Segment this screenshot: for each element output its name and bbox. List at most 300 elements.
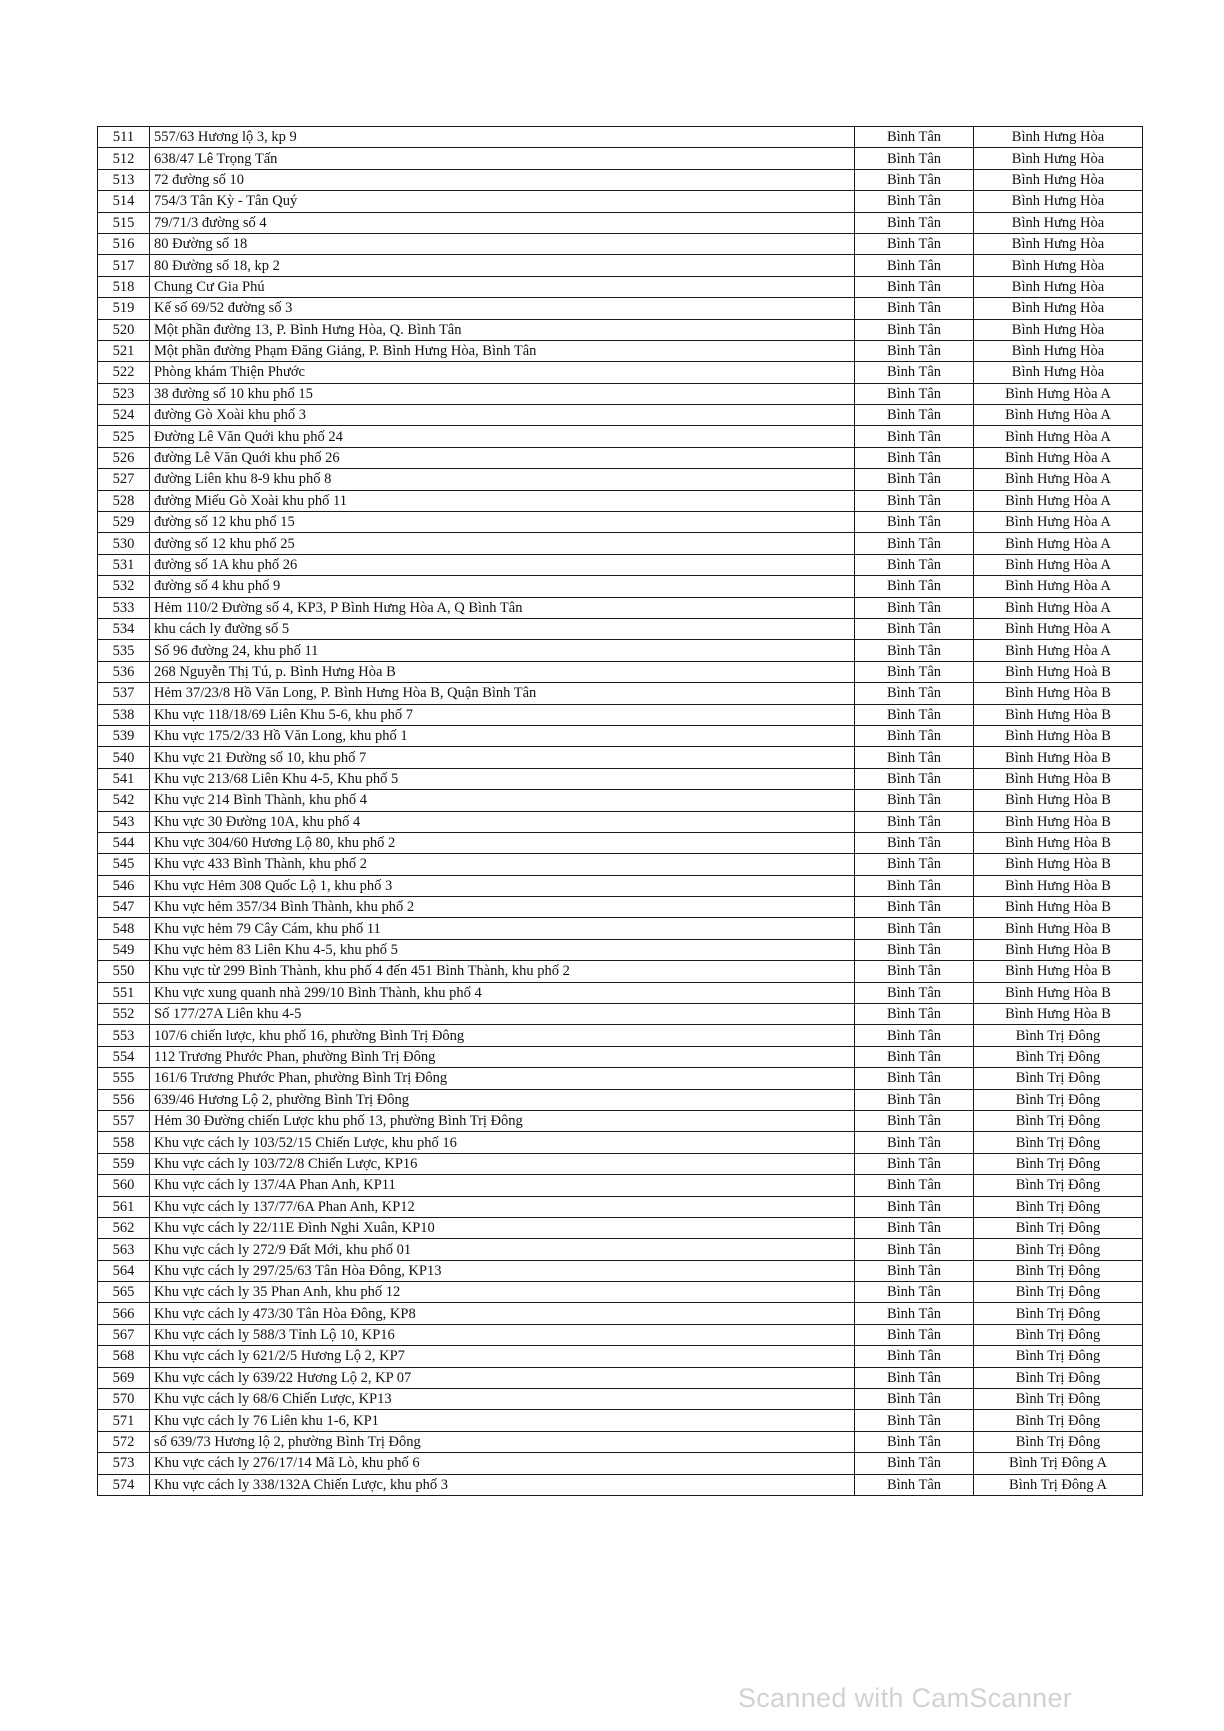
row-number: 531 bbox=[98, 554, 150, 575]
row-number: 511 bbox=[98, 127, 150, 148]
district-cell: Bình Tân bbox=[855, 1046, 974, 1067]
row-number: 565 bbox=[98, 1282, 150, 1303]
ward-cell: Bình Hưng Hòa A bbox=[974, 554, 1143, 575]
table-row bbox=[98, 512, 1143, 533]
table-row bbox=[98, 554, 1143, 575]
district-cell: Bình Tân bbox=[855, 1346, 974, 1367]
address-cell: số 639/73 Hương lộ 2, phường Bình Trị Đông bbox=[150, 1431, 855, 1452]
ward-cell: Bình Hưng Hòa A bbox=[974, 533, 1143, 554]
district-cell: Bình Tân bbox=[855, 640, 974, 661]
row-number: 543 bbox=[98, 811, 150, 832]
table-row bbox=[98, 576, 1143, 597]
table-row bbox=[98, 127, 1143, 148]
table-row bbox=[98, 939, 1143, 960]
address-cell: Khu vực 214 Bình Thành, khu phố 4 bbox=[150, 790, 855, 811]
row-number: 519 bbox=[98, 298, 150, 319]
address-cell: Khu vực xung quanh nhà 299/10 Bình Thành, khu phố 4 bbox=[150, 982, 855, 1003]
ward-cell: Bình Hưng Hòa B bbox=[974, 768, 1143, 789]
ward-cell: Bình Hưng Hòa B bbox=[974, 875, 1143, 896]
address-cell: khu cách ly đường số 5 bbox=[150, 618, 855, 639]
district-cell: Bình Tân bbox=[855, 490, 974, 511]
ward-cell: Bình Trị Đông bbox=[974, 1046, 1143, 1067]
ward-cell: Bình Trị Đông bbox=[974, 1175, 1143, 1196]
row-number: 524 bbox=[98, 405, 150, 426]
address-cell: Khu vực cách ly 76 Liên khu 1-6, KP1 bbox=[150, 1410, 855, 1431]
district-cell: Bình Tân bbox=[855, 768, 974, 789]
table-row bbox=[98, 298, 1143, 319]
district-cell: Bình Tân bbox=[855, 383, 974, 404]
ward-cell: Bình Trị Đông bbox=[974, 1389, 1143, 1410]
table-row bbox=[98, 1196, 1143, 1217]
row-number: 568 bbox=[98, 1346, 150, 1367]
table-row bbox=[98, 191, 1143, 212]
address-cell: 268 Nguyễn Thị Tú, p. Bình Hưng Hòa B bbox=[150, 661, 855, 682]
address-cell: Khu vực Hẻm 308 Quốc Lộ 1, khu phố 3 bbox=[150, 875, 855, 896]
ward-cell: Bình Hưng Hòa B bbox=[974, 790, 1143, 811]
district-cell: Bình Tân bbox=[855, 298, 974, 319]
ward-cell: Bình Hưng Hòa B bbox=[974, 725, 1143, 746]
ward-cell: Bình Hưng Hòa A bbox=[974, 640, 1143, 661]
ward-cell: Bình Trị Đông bbox=[974, 1025, 1143, 1046]
row-number: 514 bbox=[98, 191, 150, 212]
district-cell: Bình Tân bbox=[855, 939, 974, 960]
address-cell: Một phần đường 13, P. Bình Hưng Hòa, Q. Bình Tân bbox=[150, 319, 855, 340]
address-cell: 112 Trương Phước Phan, phường Bình Trị Đông bbox=[150, 1046, 855, 1067]
ward-cell: Bình Hưng Hòa B bbox=[974, 811, 1143, 832]
address-cell: Số 96 đường 24, khu phố 11 bbox=[150, 640, 855, 661]
address-cell: 557/63 Hương lộ 3, kp 9 bbox=[150, 127, 855, 148]
table-row bbox=[98, 319, 1143, 340]
table-row bbox=[98, 276, 1143, 297]
address-cell: Khu vực cách ly 639/22 Hương Lộ 2, KP 07 bbox=[150, 1367, 855, 1388]
address-cell: Khu vực cách ly 338/132A Chiến Lược, khu phố 3 bbox=[150, 1474, 855, 1495]
row-number: 523 bbox=[98, 383, 150, 404]
address-cell: Một phần đường Phạm Đăng Giảng, P. Bình Hưng Hòa, Bình Tân bbox=[150, 340, 855, 361]
table-row bbox=[98, 747, 1143, 768]
district-cell: Bình Tân bbox=[855, 747, 974, 768]
ward-cell: Bình Hưng Hòa bbox=[974, 212, 1143, 233]
table-row bbox=[98, 490, 1143, 511]
ward-cell: Bình Hưng Hòa A bbox=[974, 383, 1143, 404]
ward-cell: Bình Hưng Hòa bbox=[974, 191, 1143, 212]
row-number: 536 bbox=[98, 661, 150, 682]
address-cell: Khu vực cách ly 68/6 Chiến Lược, KP13 bbox=[150, 1389, 855, 1410]
table-row bbox=[98, 1282, 1143, 1303]
table-row bbox=[98, 982, 1143, 1003]
address-cell: Số 177/27A Liên khu 4-5 bbox=[150, 1004, 855, 1025]
ward-cell: Bình Hưng Hòa B bbox=[974, 854, 1143, 875]
district-cell: Bình Tân bbox=[855, 1004, 974, 1025]
district-cell: Bình Tân bbox=[855, 1282, 974, 1303]
ward-cell: Bình Hưng Hòa B bbox=[974, 939, 1143, 960]
row-number: 562 bbox=[98, 1217, 150, 1238]
table-row bbox=[98, 1324, 1143, 1345]
address-cell: Khu vực 21 Đường số 10, khu phố 7 bbox=[150, 747, 855, 768]
row-number: 572 bbox=[98, 1431, 150, 1452]
table-row bbox=[98, 1367, 1143, 1388]
ward-cell: Bình Hưng Hòa B bbox=[974, 683, 1143, 704]
address-cell: 107/6 chiến lược, khu phố 16, phường Bình Trị Đông bbox=[150, 1025, 855, 1046]
ward-cell: Bình Trị Đông bbox=[974, 1196, 1143, 1217]
address-cell: đường Lê Văn Quới khu phố 26 bbox=[150, 447, 855, 468]
district-cell: Bình Tân bbox=[855, 1132, 974, 1153]
address-cell: Hẻm 30 Đường chiến Lược khu phố 13, phường Bình Trị Đông bbox=[150, 1110, 855, 1131]
district-cell: Bình Tân bbox=[855, 982, 974, 1003]
row-number: 573 bbox=[98, 1453, 150, 1474]
row-number: 539 bbox=[98, 725, 150, 746]
district-cell: Bình Tân bbox=[855, 512, 974, 533]
table-row bbox=[98, 1175, 1143, 1196]
ward-cell: Bình Hưng Hòa B bbox=[974, 918, 1143, 939]
row-number: 552 bbox=[98, 1004, 150, 1025]
table-row bbox=[98, 169, 1143, 190]
ward-cell: Bình Hưng Hòa A bbox=[974, 512, 1143, 533]
table-row bbox=[98, 1004, 1143, 1025]
row-number: 560 bbox=[98, 1175, 150, 1196]
district-cell: Bình Tân bbox=[855, 447, 974, 468]
table-row bbox=[98, 1431, 1143, 1452]
address-cell: Khu vực hẻm 83 Liên Khu 4-5, khu phố 5 bbox=[150, 939, 855, 960]
table-row bbox=[98, 362, 1143, 383]
district-cell: Bình Tân bbox=[855, 426, 974, 447]
row-number: 561 bbox=[98, 1196, 150, 1217]
district-cell: Bình Tân bbox=[855, 875, 974, 896]
table-row bbox=[98, 854, 1143, 875]
district-cell: Bình Tân bbox=[855, 1217, 974, 1238]
table-row bbox=[98, 1260, 1143, 1281]
district-cell: Bình Tân bbox=[855, 1196, 974, 1217]
table-row bbox=[98, 212, 1143, 233]
district-cell: Bình Tân bbox=[855, 1474, 974, 1495]
district-cell: Bình Tân bbox=[855, 597, 974, 618]
district-cell: Bình Tân bbox=[855, 554, 974, 575]
table-row bbox=[98, 1217, 1143, 1238]
address-table bbox=[97, 126, 1143, 1496]
address-cell: 80 Đường số 18 bbox=[150, 233, 855, 254]
district-cell: Bình Tân bbox=[855, 854, 974, 875]
row-number: 549 bbox=[98, 939, 150, 960]
ward-cell: Bình Hưng Hòa A bbox=[974, 576, 1143, 597]
district-cell: Bình Tân bbox=[855, 1324, 974, 1345]
district-cell: Bình Tân bbox=[855, 1410, 974, 1431]
district-cell: Bình Tân bbox=[855, 1453, 974, 1474]
table-row bbox=[98, 1346, 1143, 1367]
ward-cell: Bình Hưng Hòa A bbox=[974, 426, 1143, 447]
row-number: 557 bbox=[98, 1110, 150, 1131]
row-number: 530 bbox=[98, 533, 150, 554]
district-cell: Bình Tân bbox=[855, 405, 974, 426]
address-cell: 639/46 Hương Lộ 2, phường Bình Trị Đông bbox=[150, 1089, 855, 1110]
row-number: 555 bbox=[98, 1068, 150, 1089]
ward-cell: Bình Hưng Hòa A bbox=[974, 490, 1143, 511]
ward-cell: Bình Hưng Hòa bbox=[974, 127, 1143, 148]
district-cell: Bình Tân bbox=[855, 1089, 974, 1110]
district-cell: Bình Tân bbox=[855, 319, 974, 340]
table-row bbox=[98, 447, 1143, 468]
address-cell: đường số 12 khu phố 25 bbox=[150, 533, 855, 554]
address-cell: 79/71/3 đường số 4 bbox=[150, 212, 855, 233]
camscanner-watermark: Scanned with CamScanner bbox=[738, 1683, 1073, 1713]
ward-cell: Bình Trị Đông bbox=[974, 1239, 1143, 1260]
ward-cell: Bình Hưng Hòa bbox=[974, 169, 1143, 190]
address-cell: 38 đường số 10 khu phố 15 bbox=[150, 383, 855, 404]
row-number: 556 bbox=[98, 1089, 150, 1110]
row-number: 563 bbox=[98, 1239, 150, 1260]
row-number: 566 bbox=[98, 1303, 150, 1324]
address-cell: Khu vực cách ly 297/25/63 Tân Hòa Đông, KP13 bbox=[150, 1260, 855, 1281]
district-cell: Bình Tân bbox=[855, 704, 974, 725]
address-cell: Khu vực cách ly 35 Phan Anh, khu phố 12 bbox=[150, 1282, 855, 1303]
row-number: 546 bbox=[98, 875, 150, 896]
table-row bbox=[98, 1089, 1143, 1110]
row-number: 522 bbox=[98, 362, 150, 383]
ward-cell: Bình Hưng Hoà B bbox=[974, 661, 1143, 682]
district-cell: Bình Tân bbox=[855, 191, 974, 212]
table-row bbox=[98, 340, 1143, 361]
ward-cell: Bình Hưng Hòa bbox=[974, 362, 1143, 383]
row-number: 512 bbox=[98, 148, 150, 169]
row-number: 551 bbox=[98, 982, 150, 1003]
table-row bbox=[98, 704, 1143, 725]
row-number: 538 bbox=[98, 704, 150, 725]
address-cell: đường Liên khu 8-9 khu phố 8 bbox=[150, 469, 855, 490]
district-cell: Bình Tân bbox=[855, 918, 974, 939]
table-row bbox=[98, 725, 1143, 746]
table-row bbox=[98, 811, 1143, 832]
address-cell: Khu vực 30 Đường 10A, khu phố 4 bbox=[150, 811, 855, 832]
row-number: 542 bbox=[98, 790, 150, 811]
table-row bbox=[98, 897, 1143, 918]
ward-cell: Bình Trị Đông bbox=[974, 1217, 1143, 1238]
address-cell: đường Miếu Gò Xoài khu phố 11 bbox=[150, 490, 855, 511]
address-cell: Khu vực hẻm 79 Cây Cám, khu phố 11 bbox=[150, 918, 855, 939]
district-cell: Bình Tân bbox=[855, 683, 974, 704]
address-cell: Khu vực cách ly 272/9 Đất Mới, khu phố 01 bbox=[150, 1239, 855, 1260]
row-number: 545 bbox=[98, 854, 150, 875]
district-cell: Bình Tân bbox=[855, 340, 974, 361]
table-row bbox=[98, 233, 1143, 254]
table-row bbox=[98, 533, 1143, 554]
table-row bbox=[98, 683, 1143, 704]
address-cell: Khu vực 433 Bình Thành, khu phố 2 bbox=[150, 854, 855, 875]
address-cell: đường Gò Xoài khu phố 3 bbox=[150, 405, 855, 426]
address-cell: đường số 4 khu phố 9 bbox=[150, 576, 855, 597]
row-number: 570 bbox=[98, 1389, 150, 1410]
row-number: 544 bbox=[98, 832, 150, 853]
address-cell: 754/3 Tân Kỳ - Tân Quý bbox=[150, 191, 855, 212]
district-cell: Bình Tân bbox=[855, 1110, 974, 1131]
ward-cell: Bình Hưng Hòa A bbox=[974, 597, 1143, 618]
table-row bbox=[98, 1153, 1143, 1174]
address-cell: Khu vực 304/60 Hương Lộ 80, khu phố 2 bbox=[150, 832, 855, 853]
ward-cell: Bình Hưng Hòa bbox=[974, 319, 1143, 340]
address-cell: Khu vực 213/68 Liên Khu 4-5, Khu phố 5 bbox=[150, 768, 855, 789]
district-cell: Bình Tân bbox=[855, 362, 974, 383]
address-cell: Chung Cư Gia Phú bbox=[150, 276, 855, 297]
address-cell: Khu vực 175/2/33 Hồ Văn Long, khu phố 1 bbox=[150, 725, 855, 746]
row-number: 567 bbox=[98, 1324, 150, 1345]
row-number: 574 bbox=[98, 1474, 150, 1495]
row-number: 520 bbox=[98, 319, 150, 340]
table-row bbox=[98, 1389, 1143, 1410]
row-number: 516 bbox=[98, 233, 150, 254]
ward-cell: Bình Hưng Hòa B bbox=[974, 897, 1143, 918]
ward-cell: Bình Trị Đông bbox=[974, 1068, 1143, 1089]
address-cell: Khu vực cách ly 473/30 Tân Hòa Đông, KP8 bbox=[150, 1303, 855, 1324]
address-cell: Đường Lê Văn Quới khu phố 24 bbox=[150, 426, 855, 447]
district-cell: Bình Tân bbox=[855, 576, 974, 597]
ward-cell: Bình Trị Đông bbox=[974, 1431, 1143, 1452]
row-number: 525 bbox=[98, 426, 150, 447]
district-cell: Bình Tân bbox=[855, 1260, 974, 1281]
table-row bbox=[98, 875, 1143, 896]
table-row bbox=[98, 405, 1143, 426]
row-number: 527 bbox=[98, 469, 150, 490]
ward-cell: Bình Trị Đông bbox=[974, 1089, 1143, 1110]
table-row bbox=[98, 597, 1143, 618]
district-cell: Bình Tân bbox=[855, 469, 974, 490]
ward-cell: Bình Trị Đông A bbox=[974, 1474, 1143, 1495]
ward-cell: Bình Trị Đông bbox=[974, 1367, 1143, 1388]
ward-cell: Bình Hưng Hòa bbox=[974, 276, 1143, 297]
ward-cell: Bình Trị Đông bbox=[974, 1410, 1143, 1431]
table-row bbox=[98, 255, 1143, 276]
row-number: 517 bbox=[98, 255, 150, 276]
table-row bbox=[98, 1110, 1143, 1131]
row-number: 569 bbox=[98, 1367, 150, 1388]
address-cell: Khu vực cách ly 103/52/15 Chiến Lược, khu phố 16 bbox=[150, 1132, 855, 1153]
address-cell: đường số 1A khu phố 26 bbox=[150, 554, 855, 575]
row-number: 571 bbox=[98, 1410, 150, 1431]
address-cell: Khu vực cách ly 621/2/5 Hương Lộ 2, KP7 bbox=[150, 1346, 855, 1367]
district-cell: Bình Tân bbox=[855, 618, 974, 639]
row-number: 553 bbox=[98, 1025, 150, 1046]
district-cell: Bình Tân bbox=[855, 127, 974, 148]
address-cell: 72 đường số 10 bbox=[150, 169, 855, 190]
row-number: 533 bbox=[98, 597, 150, 618]
district-cell: Bình Tân bbox=[855, 1239, 974, 1260]
row-number: 513 bbox=[98, 169, 150, 190]
row-number: 559 bbox=[98, 1153, 150, 1174]
table-row bbox=[98, 661, 1143, 682]
district-cell: Bình Tân bbox=[855, 1025, 974, 1046]
row-number: 528 bbox=[98, 490, 150, 511]
address-cell: 80 Đường số 18, kp 2 bbox=[150, 255, 855, 276]
ward-cell: Bình Hưng Hòa bbox=[974, 148, 1143, 169]
row-number: 521 bbox=[98, 340, 150, 361]
ward-cell: Bình Trị Đông bbox=[974, 1260, 1143, 1281]
address-cell: Hẻm 37/23/8 Hồ Văn Long, P. Bình Hưng Hòa B, Quận Bình Tân bbox=[150, 683, 855, 704]
district-cell: Bình Tân bbox=[855, 1389, 974, 1410]
row-number: 541 bbox=[98, 768, 150, 789]
ward-cell: Bình Trị Đông bbox=[974, 1346, 1143, 1367]
district-cell: Bình Tân bbox=[855, 1175, 974, 1196]
district-cell: Bình Tân bbox=[855, 1367, 974, 1388]
address-cell: Khu vực cách ly 137/77/6A Phan Anh, KP12 bbox=[150, 1196, 855, 1217]
address-cell: Khu vực 118/18/69 Liên Khu 5-6, khu phố 7 bbox=[150, 704, 855, 725]
row-number: 535 bbox=[98, 640, 150, 661]
table-row bbox=[98, 1025, 1143, 1046]
row-number: 554 bbox=[98, 1046, 150, 1067]
address-cell: Khu vực cách ly 22/11E Đình Nghi Xuân, KP10 bbox=[150, 1217, 855, 1238]
row-number: 547 bbox=[98, 897, 150, 918]
address-cell: Phòng khám Thiện Phước bbox=[150, 362, 855, 383]
district-cell: Bình Tân bbox=[855, 790, 974, 811]
district-cell: Bình Tân bbox=[855, 1068, 974, 1089]
table-row bbox=[98, 832, 1143, 853]
district-cell: Bình Tân bbox=[855, 233, 974, 254]
row-number: 526 bbox=[98, 447, 150, 468]
table-row bbox=[98, 1239, 1143, 1260]
row-number: 529 bbox=[98, 512, 150, 533]
row-number: 518 bbox=[98, 276, 150, 297]
ward-cell: Bình Hưng Hòa B bbox=[974, 704, 1143, 725]
table-row bbox=[98, 1132, 1143, 1153]
table-row bbox=[98, 148, 1143, 169]
district-cell: Bình Tân bbox=[855, 276, 974, 297]
table-row bbox=[98, 618, 1143, 639]
ward-cell: Bình Hưng Hòa bbox=[974, 255, 1143, 276]
ward-cell: Bình Trị Đông bbox=[974, 1303, 1143, 1324]
ward-cell: Bình Trị Đông bbox=[974, 1324, 1143, 1345]
ward-cell: Bình Hưng Hòa B bbox=[974, 982, 1143, 1003]
row-number: 532 bbox=[98, 576, 150, 597]
district-cell: Bình Tân bbox=[855, 533, 974, 554]
address-cell: 638/47 Lê Trọng Tấn bbox=[150, 148, 855, 169]
table-row bbox=[98, 1453, 1143, 1474]
table-row bbox=[98, 1410, 1143, 1431]
table-row bbox=[98, 961, 1143, 982]
table-row bbox=[98, 640, 1143, 661]
row-number: 548 bbox=[98, 918, 150, 939]
ward-cell: Bình Hưng Hòa B bbox=[974, 1004, 1143, 1025]
table-row bbox=[98, 1068, 1143, 1089]
table-row bbox=[98, 1474, 1143, 1495]
district-cell: Bình Tân bbox=[855, 1431, 974, 1452]
table-row bbox=[98, 383, 1143, 404]
address-cell: Khu vực cách ly 588/3 Tỉnh Lộ 10, KP16 bbox=[150, 1324, 855, 1345]
district-cell: Bình Tân bbox=[855, 811, 974, 832]
ward-cell: Bình Trị Đông bbox=[974, 1282, 1143, 1303]
table-row bbox=[98, 1046, 1143, 1067]
district-cell: Bình Tân bbox=[855, 832, 974, 853]
ward-cell: Bình Hưng Hòa B bbox=[974, 961, 1143, 982]
district-cell: Bình Tân bbox=[855, 212, 974, 233]
address-cell: Khu vực từ 299 Bình Thành, khu phố 4 đến 451 Bình Thành, khu phố 2 bbox=[150, 961, 855, 982]
ward-cell: Bình Hưng Hòa A bbox=[974, 618, 1143, 639]
district-cell: Bình Tân bbox=[855, 148, 974, 169]
district-cell: Bình Tân bbox=[855, 661, 974, 682]
address-cell: Hẻm 110/2 Đường số 4, KP3, P Bình Hưng Hòa A, Q Bình Tân bbox=[150, 597, 855, 618]
address-cell: Khu vực cách ly 137/4A Phan Anh, KP11 bbox=[150, 1175, 855, 1196]
district-cell: Bình Tân bbox=[855, 169, 974, 190]
address-cell: đường số 12 khu phố 15 bbox=[150, 512, 855, 533]
ward-cell: Bình Hưng Hòa bbox=[974, 298, 1143, 319]
ward-cell: Bình Hưng Hòa B bbox=[974, 832, 1143, 853]
row-number: 537 bbox=[98, 683, 150, 704]
table-row bbox=[98, 469, 1143, 490]
table-row bbox=[98, 768, 1143, 789]
district-cell: Bình Tân bbox=[855, 255, 974, 276]
row-number: 540 bbox=[98, 747, 150, 768]
ward-cell: Bình Hưng Hòa B bbox=[974, 747, 1143, 768]
address-cell: Khu vực cách ly 103/72/8 Chiến Lược, KP16 bbox=[150, 1153, 855, 1174]
ward-cell: Bình Trị Đông bbox=[974, 1132, 1143, 1153]
table-row bbox=[98, 790, 1143, 811]
table-row bbox=[98, 1303, 1143, 1324]
address-cell: Khu vực cách ly 276/17/14 Mã Lò, khu phố 6 bbox=[150, 1453, 855, 1474]
ward-cell: Bình Hưng Hòa A bbox=[974, 447, 1143, 468]
